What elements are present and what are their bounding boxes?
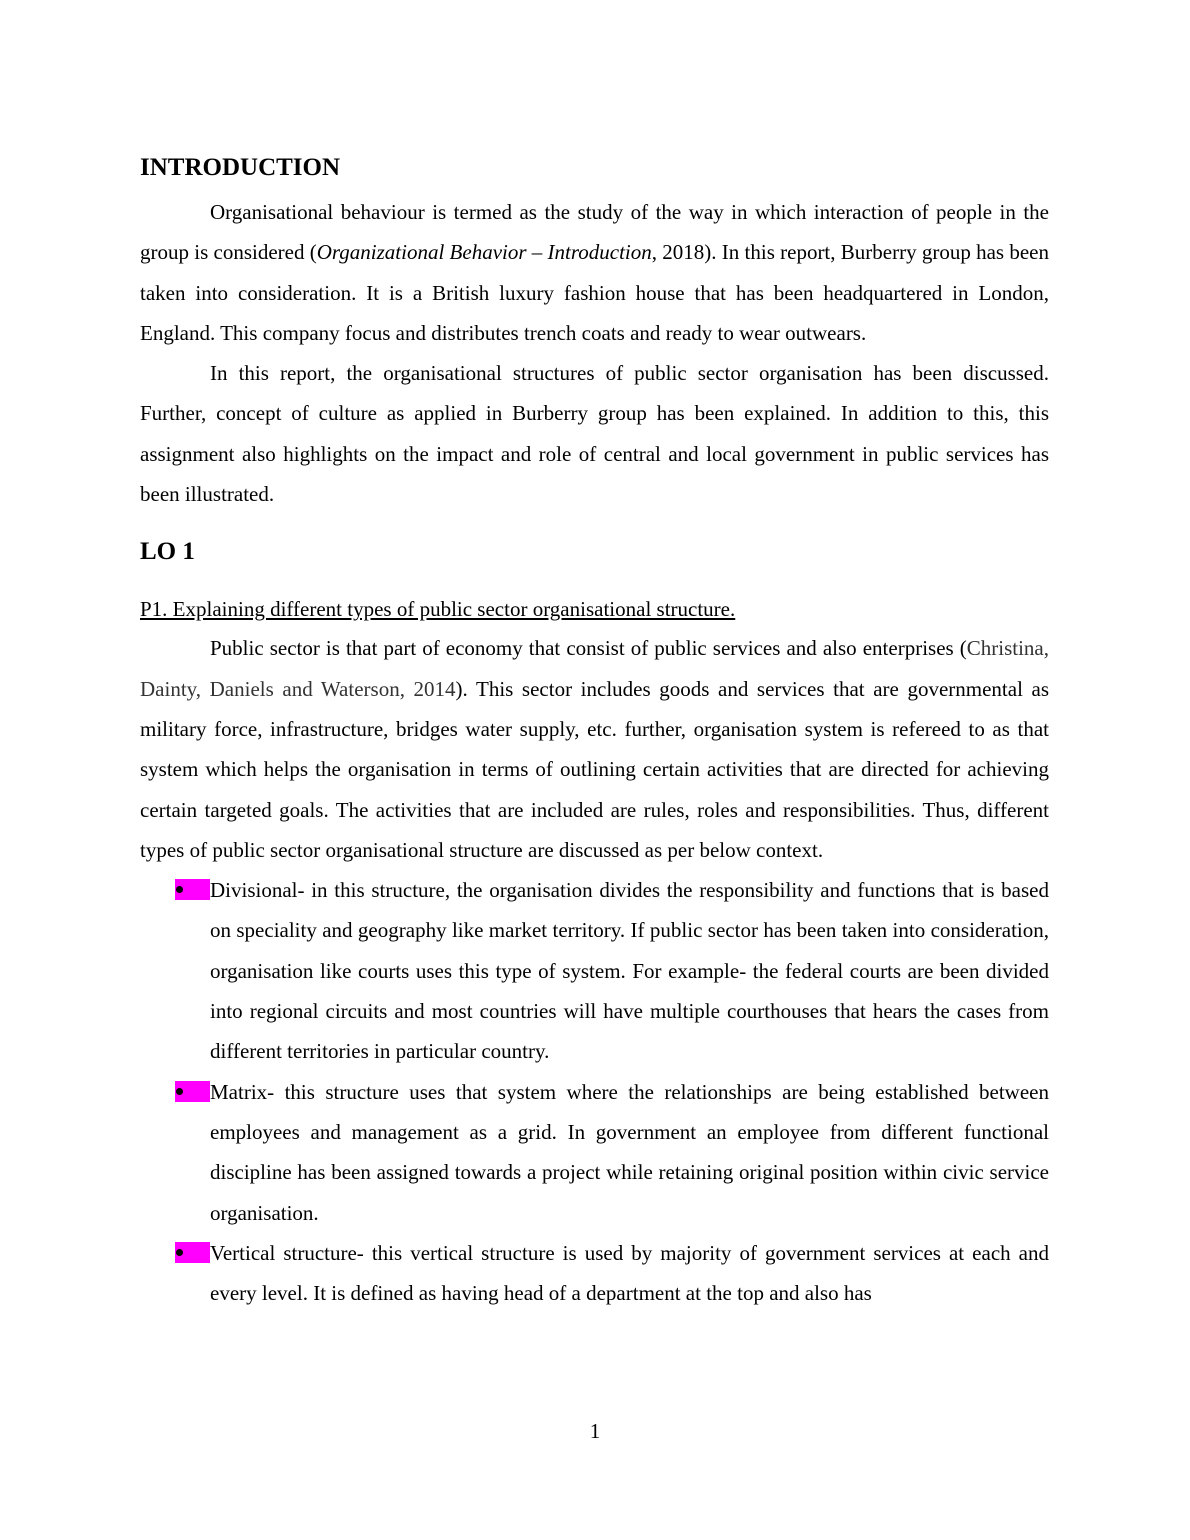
bullet-highlight-icon <box>175 1081 210 1102</box>
lo1-paragraph-1 <box>140 628 1049 870</box>
intro-p1-text-a: Organisational behaviour is termed as the study of the way in which interaction of people in the group is considered ( <box>140 200 1049 265</box>
lo1-heading: LO 1 <box>140 538 195 566</box>
bullet-vertical-text: Vertical structure- this vertical structure is used by majority of government services at each and every level. It is defined as having head of a department at the top and also has <box>210 1240 1049 1306</box>
bullet-matrix <box>140 1072 1049 1233</box>
intro-p1-citation-title: Organizational Behavior – Introduction <box>316 240 652 265</box>
bullet-divisional-text: Divisional- in this structure, the organisation divides the responsibility and functions that is based on speciality and geography like market territory. If public sector has been taken into consideration, organisation like courts uses this type of system. For example- the federal courts are been divided into regional circuits and most countries will have multiple courthouses that hears the cases from different territories in particular country. <box>210 878 1049 1064</box>
lo1-p1-citation: Christina, Dainty, Daniels and Waterson, 2014 <box>140 636 1049 701</box>
bullet-matrix-text: Matrix- this structure uses that system where the relationships are being established between employees and management as a grid. In government an employee from different functional discipline has been assigned towards a project while retaining original position within civic service organisation. <box>210 1079 1049 1225</box>
document-page <box>140 150 1049 1313</box>
lo1-p1-text-a: Public sector is that part of economy that consist of public services and also enterprises ( <box>210 636 967 661</box>
lo1-p1-text-b: ). This sector includes goods and services that are governmental as military force, infrastructure, bridges water supply, etc. further, organisation system is refereed to as that system which helps the organisation in terms of outlining certain activities that are directed for achieving certain targeted goals. The activities that are included are rules, roles and responsibilities. Thus, different types of public sector organisational structure are discussed as per below context. <box>140 676 1050 862</box>
bullet-dot-icon <box>176 1249 183 1256</box>
structure-bullet-list <box>140 870 1049 1313</box>
intro-paragraph-2: In this report, the organisational structures of public sector organisation has been discussed. Further, concept of culture as applied in Burberry group has been explained. In addition to this, this assignment also highlights on the impact and role of central and local government in public services has been illustrated. <box>140 361 1049 507</box>
intro-p1-text-b: , 2018). In this report, Burberry group has been taken into consideration. It is a British luxury fashion house that has been headquartered in London, England. This company focus and distributes trench coats and ready to wear outwears. <box>140 240 1049 345</box>
bullet-dot-icon <box>176 886 183 893</box>
bullet-highlight-icon <box>175 1242 210 1263</box>
p1-subheading: P1. Explaining different types of public sector organisational structure. <box>140 597 736 622</box>
bullet-highlight-icon <box>175 879 210 900</box>
intro-paragraph-1 <box>140 192 1049 353</box>
introduction-heading: INTRODUCTION <box>140 154 341 181</box>
page-number: 1 <box>589 1419 601 1443</box>
bullet-vertical <box>140 1233 1049 1314</box>
bullet-divisional <box>140 870 1049 1071</box>
bullet-dot-icon <box>176 1088 183 1095</box>
